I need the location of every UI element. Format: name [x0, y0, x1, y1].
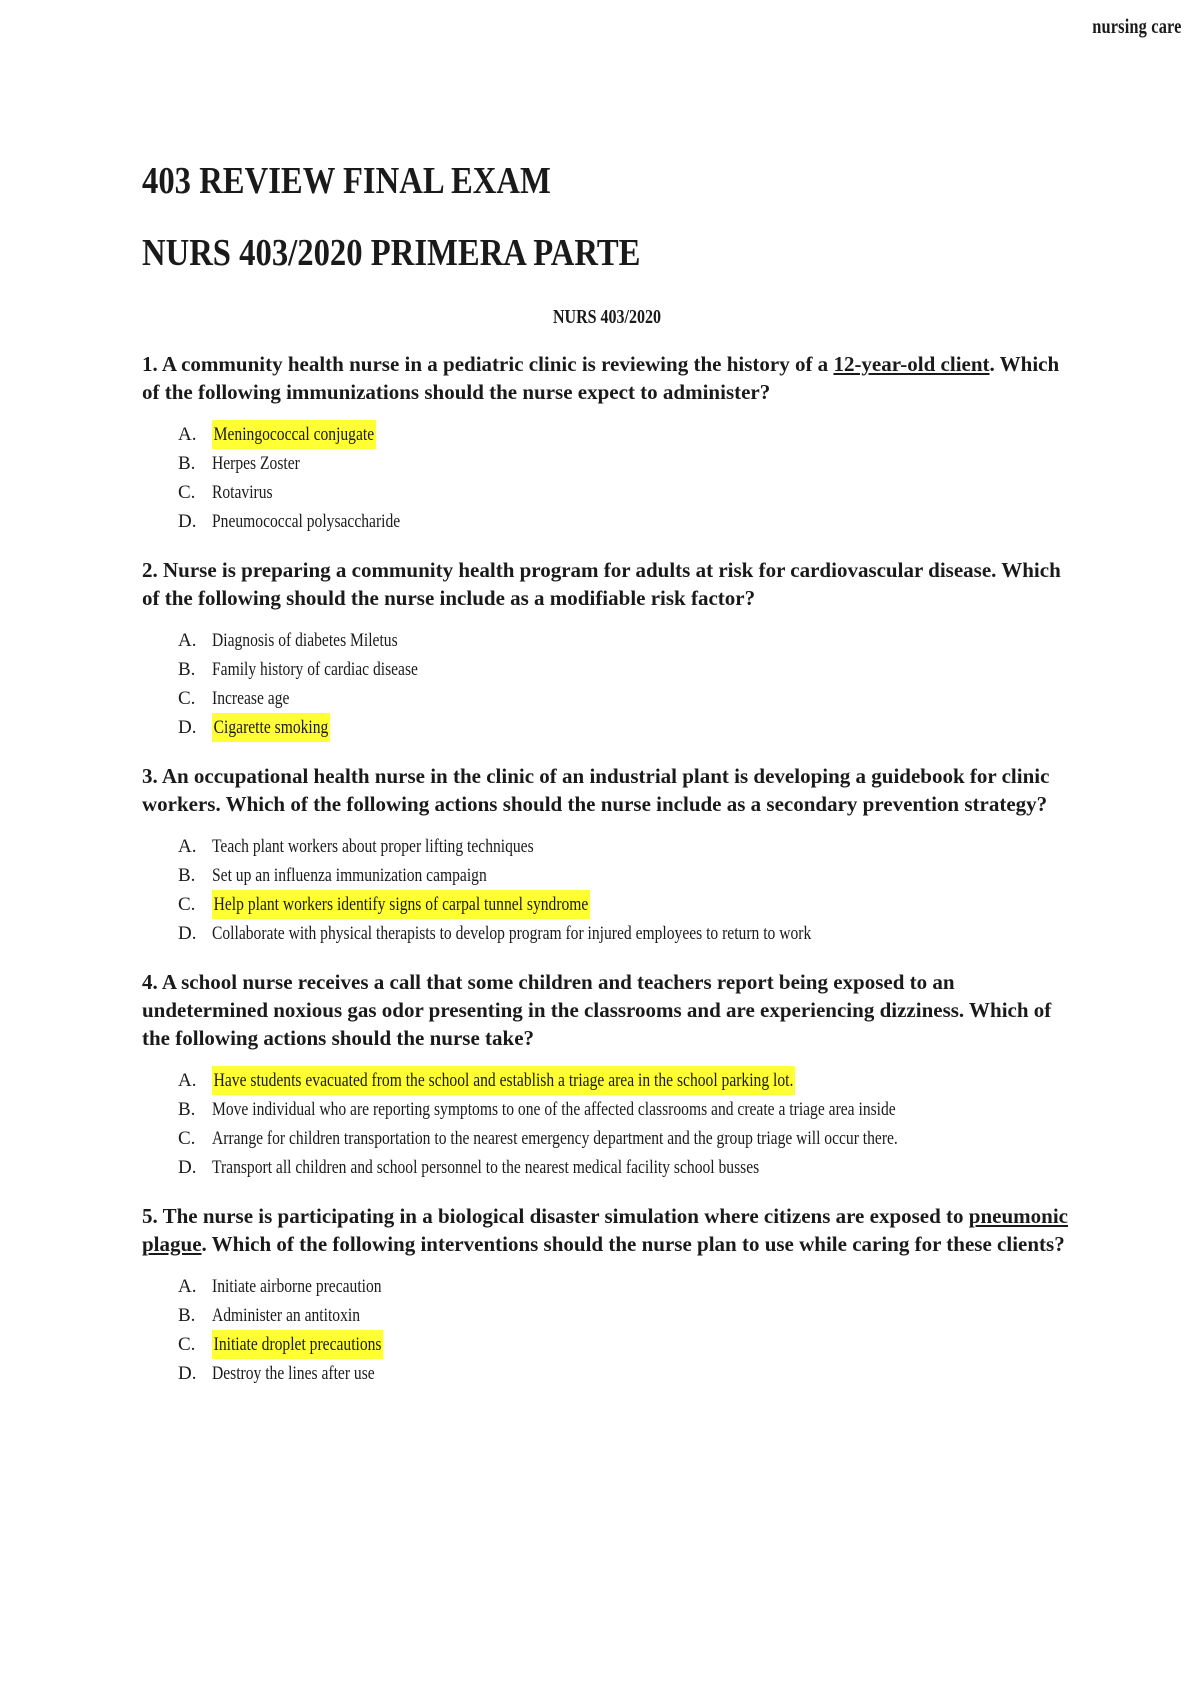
question-text-part: . Which of the following immunizations should the nurse expect to administer? — [142, 352, 1060, 404]
question-3 — [142, 762, 1072, 948]
option-letter: A. — [178, 836, 197, 857]
option-letter: D. — [178, 511, 197, 532]
question-5 — [142, 1202, 1072, 1388]
document-content — [142, 158, 1072, 1388]
answer-option — [178, 626, 1072, 655]
option-letter: A. — [178, 1070, 197, 1091]
option-letter: D. — [178, 1157, 197, 1178]
question-text-part: . Which of the following interventions should the nurse plan to use while caring for these clients? — [201, 1232, 1065, 1256]
option-letter: C. — [178, 1128, 196, 1149]
answer-options — [142, 832, 1072, 948]
answer-option — [178, 1330, 1072, 1359]
question-4 — [142, 968, 1072, 1182]
answer-option — [178, 478, 1072, 507]
question-text-part: 1. A community health nurse in a pediatric clinic is reviewing the history of a — [142, 352, 834, 376]
option-text: Destroy the lines after use — [212, 1363, 375, 1384]
question-text — [142, 350, 1072, 406]
question-text — [142, 556, 1072, 612]
option-text: Initiate airborne precaution — [212, 1276, 382, 1297]
question-1 — [142, 350, 1072, 536]
answer-option — [178, 1153, 1072, 1182]
question-text-part: 2. Nurse is preparing a community health program for adults at risk for cardiovascular disease. Which of the following should the nurse include as a modifiable risk factor? — [142, 558, 1061, 610]
option-letter: C. — [178, 894, 196, 915]
option-text: Rotavirus — [212, 482, 273, 503]
answer-option — [178, 1095, 1072, 1124]
answer-option — [178, 832, 1072, 861]
option-text: Herpes Zoster — [212, 453, 300, 474]
option-text-highlighted: Have students evacuated from the school and establish a triage area in the school parking lot. — [212, 1066, 795, 1095]
option-letter: B. — [178, 659, 196, 680]
option-text: Move individual who are reporting symptoms to one of the affected classrooms and create a triage area inside — [212, 1099, 896, 1120]
option-letter: D. — [178, 1363, 197, 1384]
option-text: Teach plant workers about proper lifting techniques — [212, 836, 534, 857]
answer-option — [178, 420, 1072, 449]
option-text-highlighted: Help plant workers identify signs of carpal tunnel syndrome — [212, 890, 590, 919]
answer-option — [178, 507, 1072, 536]
answer-options — [142, 626, 1072, 742]
answer-options — [142, 1272, 1072, 1388]
question-2 — [142, 556, 1072, 742]
question-text — [142, 968, 1072, 1052]
option-text: Collaborate with physical therapists to develop program for injured employees to return to work — [212, 923, 812, 944]
document-title-secondary: NURS 403/2020 PRIMERA PARTE — [142, 232, 641, 274]
option-text: Set up an influenza immunization campaign — [212, 865, 487, 886]
answer-option — [178, 1124, 1072, 1153]
document-subtitle: NURS 403/2020 — [552, 306, 661, 328]
option-text-highlighted: Meningococcal conjugate — [212, 420, 376, 449]
answer-option — [178, 713, 1072, 742]
question-list — [142, 350, 1072, 1388]
question-text-part: 5. The nurse is participating in a biological disaster simulation where citizens are exposed to — [142, 1204, 969, 1228]
option-text-highlighted: Initiate droplet precautions — [212, 1330, 383, 1359]
option-letter: B. — [178, 865, 196, 886]
question-text-part: 4. A school nurse receives a call that some children and teachers report being exposed to an undetermined noxious gas odor presenting in the classrooms and are experiencing dizziness. Which of the following actions should the nurse take? — [142, 970, 1052, 1050]
question-text-underlined: pneumonic plague — [142, 1204, 1068, 1256]
option-letter: B. — [178, 453, 196, 474]
option-letter: A. — [178, 1276, 197, 1297]
answer-option — [178, 655, 1072, 684]
option-letter: D. — [178, 923, 197, 944]
answer-option — [178, 1272, 1072, 1301]
option-letter: C. — [178, 688, 196, 709]
option-text: Administer an antitoxin — [212, 1305, 360, 1326]
option-letter: A. — [178, 630, 197, 651]
answer-option — [178, 890, 1072, 919]
option-letter: B. — [178, 1099, 196, 1120]
answer-option — [178, 1066, 1072, 1095]
running-header: nursing care — [1092, 14, 1182, 38]
option-text: Increase age — [212, 688, 290, 709]
answer-option — [178, 861, 1072, 890]
answer-option — [178, 1359, 1072, 1388]
answer-option — [178, 919, 1072, 948]
answer-options — [142, 420, 1072, 536]
question-text — [142, 762, 1072, 818]
question-text-part: 3. An occupational health nurse in the clinic of an industrial plant is developing a guidebook for clinic workers. Which of the following actions should the nurse include as a secondary prevention strategy? — [142, 764, 1050, 816]
option-text: Diagnosis of diabetes Miletus — [212, 630, 398, 651]
option-letter: D. — [178, 717, 197, 738]
document-title: 403 REVIEW FINAL EXAM — [142, 160, 551, 202]
option-text: Transport all children and school personnel to the nearest medical facility school busses — [212, 1157, 760, 1178]
option-letter: C. — [178, 482, 196, 503]
answer-option — [178, 684, 1072, 713]
question-text — [142, 1202, 1072, 1258]
option-letter: B. — [178, 1305, 196, 1326]
option-text-highlighted: Cigarette smoking — [212, 713, 330, 742]
question-text-underlined: 12-year-old client — [833, 352, 990, 376]
option-letter: C. — [178, 1334, 196, 1355]
answer-option — [178, 1301, 1072, 1330]
answer-options — [142, 1066, 1072, 1182]
option-text: Family history of cardiac disease — [212, 659, 418, 680]
option-letter: A. — [178, 424, 197, 445]
option-text: Arrange for children transportation to the nearest emergency department and the group triage will occur there. — [212, 1128, 898, 1149]
option-text: Pneumococcal polysaccharide — [212, 511, 401, 532]
answer-option — [178, 449, 1072, 478]
